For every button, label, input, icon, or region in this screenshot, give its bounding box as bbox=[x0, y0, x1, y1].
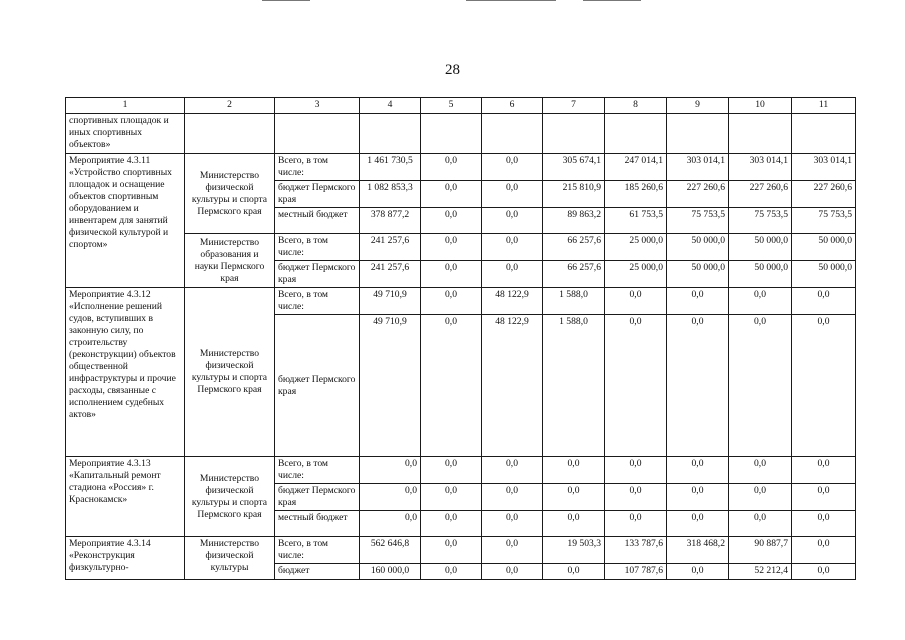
value-cell: 318 468,2 bbox=[667, 537, 729, 564]
value-cell: 1 082 853,3 bbox=[360, 181, 421, 208]
value-cell: 0,0 bbox=[543, 511, 605, 537]
value-cell: 1 588,0 bbox=[543, 315, 605, 457]
funding-source: бюджет Пермского края bbox=[275, 181, 360, 208]
value-cell: 0,0 bbox=[482, 234, 543, 261]
funding-source: бюджет Пермского края bbox=[275, 261, 360, 288]
value-cell: 185 260,6 bbox=[605, 181, 667, 208]
value-cell: 0,0 bbox=[792, 537, 856, 564]
value-cell: 50 000,0 bbox=[792, 261, 856, 288]
column-header: 4 bbox=[360, 98, 421, 114]
value-cell: 0,0 bbox=[421, 208, 482, 234]
value-cell: 50 000,0 bbox=[667, 234, 729, 261]
value-cell: 1 588,0 bbox=[543, 288, 605, 315]
table-row bbox=[66, 234, 856, 261]
value-cell: 0,0 bbox=[421, 261, 482, 288]
table-row bbox=[66, 537, 856, 564]
executor: Министерство физической культуры bbox=[185, 537, 275, 580]
value-cell: 0,0 bbox=[421, 315, 482, 457]
column-header: 7 bbox=[543, 98, 605, 114]
value-cell: 0,0 bbox=[543, 564, 605, 580]
value-cell: 0,0 bbox=[729, 288, 792, 315]
value-cell: 0,0 bbox=[543, 457, 605, 484]
value-cell: 50 000,0 bbox=[729, 234, 792, 261]
value-cell: 0,0 bbox=[667, 457, 729, 484]
column-header: 3 bbox=[275, 98, 360, 114]
value-cell: 227 260,6 bbox=[667, 181, 729, 208]
value-cell: 75 753,5 bbox=[729, 208, 792, 234]
executor: Министерство физической культуры и спорта Пермского края bbox=[185, 288, 275, 457]
executor: Министерство образования и науки Пермского края bbox=[185, 234, 275, 288]
column-header: 6 bbox=[482, 98, 543, 114]
value-cell: 0,0 bbox=[482, 457, 543, 484]
value-cell: 0,0 bbox=[667, 315, 729, 457]
value-cell: 0,0 bbox=[729, 484, 792, 511]
value-cell: 247 014,1 bbox=[605, 154, 667, 181]
value-cell: 66 257,6 bbox=[543, 234, 605, 261]
value-cell: 0,0 bbox=[667, 484, 729, 511]
column-header: 5 bbox=[421, 98, 482, 114]
value-cell: 0,0 bbox=[482, 564, 543, 580]
value-cell: 107 787,6 bbox=[605, 564, 667, 580]
column-header: 9 bbox=[667, 98, 729, 114]
column-header: 8 bbox=[605, 98, 667, 114]
value-cell: 0,0 bbox=[482, 261, 543, 288]
budget-table bbox=[65, 97, 856, 580]
value-cell: 75 753,5 bbox=[792, 208, 856, 234]
value-cell: 241 257,6 bbox=[360, 261, 421, 288]
value-cell: 0,0 bbox=[421, 457, 482, 484]
funding-source: Всего, в том числе: bbox=[275, 288, 360, 315]
value-cell: 90 887,7 bbox=[729, 537, 792, 564]
value-cell: 0,0 bbox=[667, 288, 729, 315]
value-cell: 0,0 bbox=[482, 537, 543, 564]
value-cell: 50 000,0 bbox=[792, 234, 856, 261]
value-cell: 0,0 bbox=[792, 511, 856, 537]
event-title: Мероприятие 4.3.11 «Устройство спортивных площадок и оснащение объектов спортивным оборудованием и инвентарем для занятий физической культурой и спортом» bbox=[66, 154, 185, 288]
value-cell: 0,0 bbox=[792, 457, 856, 484]
funding-source: бюджет Пермского края bbox=[275, 315, 360, 457]
funding-source: бюджет bbox=[275, 564, 360, 580]
value-cell: 0,0 bbox=[667, 564, 729, 580]
value-cell: 0,0 bbox=[421, 181, 482, 208]
value-cell: 49 710,9 bbox=[360, 315, 421, 457]
value-cell: 0,0 bbox=[605, 484, 667, 511]
value-cell: 75 753,5 bbox=[667, 208, 729, 234]
value-cell: 0,0 bbox=[482, 511, 543, 537]
page-number: 28 bbox=[445, 62, 460, 78]
top-edge-line bbox=[583, 0, 641, 1]
funding-source: бюджет Пермского края bbox=[275, 484, 360, 511]
column-header: 1 bbox=[66, 98, 185, 114]
event-title: Мероприятие 4.3.13 «Капитальный ремонт стадиона «Россия» г. Краснокамск» bbox=[66, 457, 185, 537]
value-cell: 66 257,6 bbox=[543, 261, 605, 288]
value-cell: 160 000,0 bbox=[360, 564, 421, 580]
value-cell: 562 646,8 bbox=[360, 537, 421, 564]
value-cell: 0,0 bbox=[482, 154, 543, 181]
value-cell: 0,0 bbox=[605, 288, 667, 315]
column-header: 10 bbox=[729, 98, 792, 114]
value-cell: 378 877,2 bbox=[360, 208, 421, 234]
value-cell: 0,0 bbox=[605, 315, 667, 457]
value-cell: 303 014,1 bbox=[667, 154, 729, 181]
value-cell: 0,0 bbox=[792, 564, 856, 580]
value-cell: 0,0 bbox=[792, 315, 856, 457]
value-cell: 50 000,0 bbox=[729, 261, 792, 288]
value-cell: 227 260,6 bbox=[792, 181, 856, 208]
value-cell: 0,0 bbox=[421, 234, 482, 261]
value-cell: 241 257,6 bbox=[360, 234, 421, 261]
executor: Министерство физической культуры и спорта Пермского края bbox=[185, 457, 275, 537]
funding-source: Всего, в том числе: bbox=[275, 457, 360, 484]
value-cell: 0,0 bbox=[421, 537, 482, 564]
event-title: Мероприятие 4.3.12 «Исполнение решений судов, вступивших в законную силу, по строительству (реконструкции) объектов общественной инфраструктуры и прочие расходы, связанные с исполнением судебных актов» bbox=[66, 288, 185, 457]
value-cell: 0,0 bbox=[482, 484, 543, 511]
value-cell: 0,0 bbox=[360, 484, 421, 511]
value-cell: 25 000,0 bbox=[605, 261, 667, 288]
value-cell: 0,0 bbox=[421, 288, 482, 315]
value-cell: 0,0 bbox=[667, 511, 729, 537]
value-cell: 0,0 bbox=[360, 457, 421, 484]
value-cell: 0,0 bbox=[360, 511, 421, 537]
value-cell: 49 710,9 bbox=[360, 288, 421, 315]
table-row bbox=[66, 288, 856, 315]
value-cell: 0,0 bbox=[421, 154, 482, 181]
table-row bbox=[66, 154, 856, 181]
funding-source: местный бюджет bbox=[275, 511, 360, 537]
value-cell: 0,0 bbox=[482, 181, 543, 208]
value-cell: 0,0 bbox=[605, 511, 667, 537]
funding-source: Всего, в том числе: bbox=[275, 537, 360, 564]
funding-source: Всего, в том числе: bbox=[275, 154, 360, 181]
value-cell: 0,0 bbox=[421, 511, 482, 537]
value-cell: 305 674,1 bbox=[543, 154, 605, 181]
top-edge-line bbox=[262, 0, 310, 1]
value-cell: 133 787,6 bbox=[605, 537, 667, 564]
value-cell: 0,0 bbox=[421, 564, 482, 580]
value-cell: 0,0 bbox=[792, 288, 856, 315]
event-title-continuation: спортивных площадок и иных спортивных объектов» bbox=[66, 114, 185, 154]
value-cell: 61 753,5 bbox=[605, 208, 667, 234]
value-cell: 0,0 bbox=[543, 484, 605, 511]
value-cell: 50 000,0 bbox=[667, 261, 729, 288]
table-row bbox=[66, 457, 856, 484]
value-cell: 215 810,9 bbox=[543, 181, 605, 208]
table-row bbox=[66, 114, 856, 154]
value-cell: 303 014,1 bbox=[792, 154, 856, 181]
value-cell: 1 461 730,5 bbox=[360, 154, 421, 181]
column-header: 2 bbox=[185, 98, 275, 114]
funding-source: местный бюджет bbox=[275, 208, 360, 234]
value-cell: 48 122,9 bbox=[482, 288, 543, 315]
value-cell: 19 503,3 bbox=[543, 537, 605, 564]
value-cell: 227 260,6 bbox=[729, 181, 792, 208]
column-header: 11 bbox=[792, 98, 856, 114]
value-cell: 48 122,9 bbox=[482, 315, 543, 457]
value-cell: 0,0 bbox=[792, 484, 856, 511]
value-cell: 303 014,1 bbox=[729, 154, 792, 181]
column-number-row bbox=[66, 98, 856, 114]
value-cell: 0,0 bbox=[482, 208, 543, 234]
value-cell: 0,0 bbox=[729, 315, 792, 457]
value-cell: 0,0 bbox=[421, 484, 482, 511]
value-cell: 89 863,2 bbox=[543, 208, 605, 234]
executor: Министерство физической культуры и спорта Пермского края bbox=[185, 154, 275, 234]
value-cell: 0,0 bbox=[605, 457, 667, 484]
value-cell: 25 000,0 bbox=[605, 234, 667, 261]
value-cell: 52 212,4 bbox=[729, 564, 792, 580]
value-cell: 0,0 bbox=[729, 511, 792, 537]
value-cell: 0,0 bbox=[729, 457, 792, 484]
event-title: Мероприятие 4.3.14 «Реконструкция физкультурно- bbox=[66, 537, 185, 580]
top-edge-line bbox=[466, 0, 556, 1]
funding-source: Всего, в том числе: bbox=[275, 234, 360, 261]
